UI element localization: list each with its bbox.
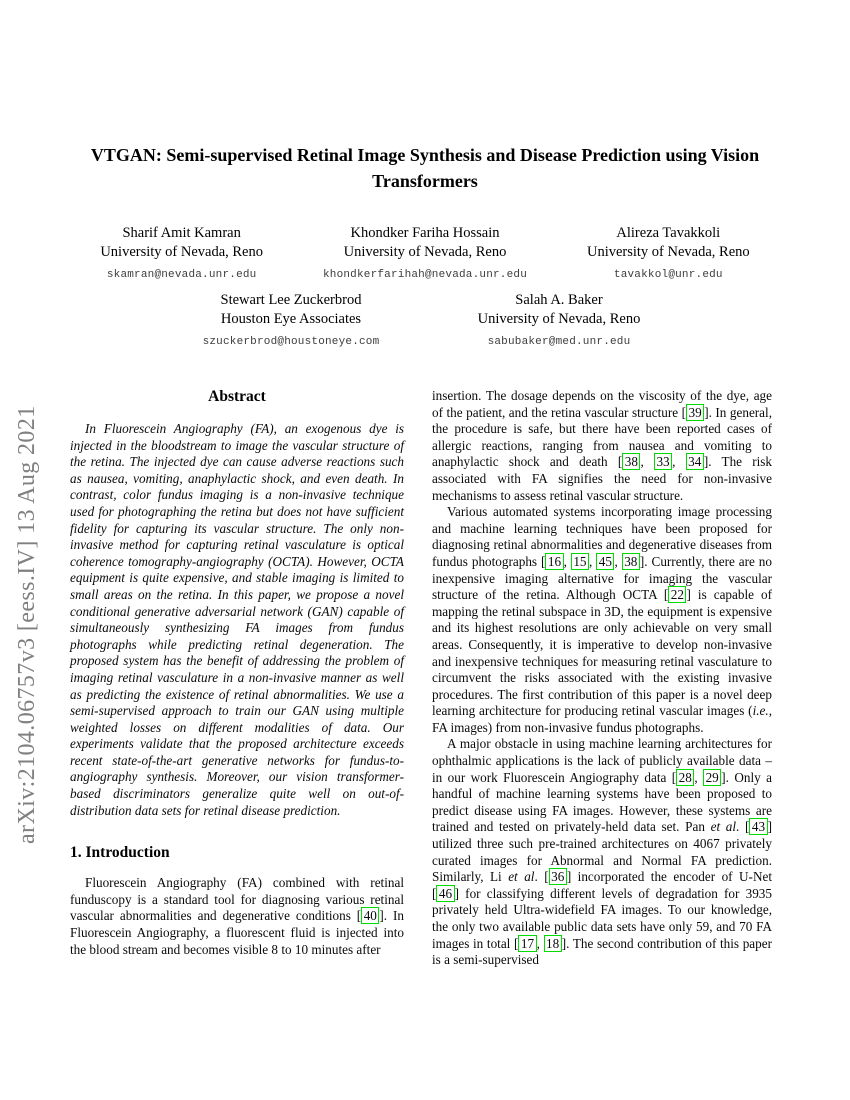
citation-link[interactable]: 46	[436, 885, 454, 902]
body-paragraph-2: Various automated systems incorporating image processing and machine learning techniques have been proposed for diagnosing retinal abnormalities and degenerative diseases from fundus photographs [ 16 , 15 , 45 , 38 ]. Currently, there are no inexpensive imaging alternative for imaging the vascular structure of the retina. Although OCTA [ 22 ] is capable of mapping the retinal subspace in 3D, the equipment is expensive and its highest resolutions are only achievable on very small areas. Consequently, it is imperative to develop non-invasive and inexpensive techniques for measuring retinal vasculature to circumvent the risks associated with the existing invasive procedures. The first contribution of this paper is a novel deep learning architecture for producing retinal vascular images (i.e., FA images) from non-invasive fundus photographs.	[432, 504, 772, 735]
author-email: szuckerbrod@houstoneye.com	[202, 336, 380, 348]
citation-link[interactable]: 38	[622, 553, 640, 570]
abstract-heading: Abstract	[208, 388, 266, 405]
citation-link[interactable]: 16	[545, 553, 563, 570]
citation-link[interactable]: 43	[749, 818, 767, 835]
author-name: Khondker Fariha Hossain	[350, 225, 500, 241]
citation-link[interactable]: 22	[668, 586, 686, 603]
author-block-2	[303, 224, 546, 282]
author-block-5	[425, 291, 693, 349]
section-heading-introduction: 1. Introduction	[70, 844, 170, 862]
citation-link[interactable]: 36	[549, 868, 567, 885]
right-column	[432, 388, 772, 969]
author-email: khondkerfarihah@nevada.unr.edu	[322, 269, 528, 281]
authors-row-2	[70, 291, 780, 349]
arxiv-watermark: arXiv:2104.06757v3 [eess.IV] 13 Aug 2021	[14, 405, 40, 844]
citation-link[interactable]: 17	[518, 935, 536, 952]
author-block-1	[60, 224, 303, 282]
citation-link[interactable]: 40	[361, 907, 379, 924]
citation-link[interactable]: 18	[544, 935, 562, 952]
citation-link[interactable]: 34	[686, 453, 704, 470]
abstract-text: In Fluorescein Angiography (FA), an exogenous dye is injected in the bloodstream to image the vascular structure of the retina. The injected dye can cause adverse reactions such as nausea, vomiting, anaphylactic shock, and even death. In contrast, color fundus imaging is a non-invasive technique used for photographing the retina but does not have sufficient fidelity for capturing its vascular structure. The only non-invasive method for capturing retinal vasculature is optical coherence tomography-angiography (OCTA). However, OCTA equipment is quite expensive, and stable imaging is limited to small areas on the retina. In this paper, we propose a novel conditional generative adversarial network (GAN) capable of simultaneously synthesizing FA images from fundus photographs while predicting retinal degeneration. The proposed system has the benefit of addressing the problem of imaging retinal vasculature in a non-invasive manner as well as predicting the existence of retinal abnormalities. We use a semi-supervised approach to train our GAN using multiple weighted losses on different modalities of data. Our experiments validate that the proposed architecture exceeds recent state-of-the-art generative networks for fundus-to-angiography synthesis. Moreover, our vision transformer-based discriminators generalize quite well on out-of-distribution data sets for retinal disease prediction.	[70, 421, 404, 818]
citation-link[interactable]: 29	[703, 769, 721, 786]
author-block-4	[157, 291, 425, 349]
author-affiliation: Houston Eye Associates	[220, 311, 362, 327]
citation-link[interactable]: 33	[654, 453, 672, 470]
author-name: Salah A. Baker	[515, 292, 603, 308]
body-paragraph-1: insertion. The dosage depends on the viscosity of the dye, age of the patient, and the retina vascular structure [ 39 ]. In general, the procedure is safe, but there have been reported cases of allergic reactions, ranging from nausea and vomiting to anaphylactic shock and death [ 38 , 33 , 34 ]. The risk associated with FA signifies the need for non-invasive mechanisms to assess retinal vascular structure.	[432, 388, 773, 503]
italic-text: et al	[508, 869, 535, 885]
italic-text: i.e.	[752, 703, 769, 719]
citation-link[interactable]: 38	[622, 453, 640, 470]
citation-link[interactable]: 28	[676, 769, 694, 786]
intro-paragraph: Fluorescein Angiography (FA) combined with retinal funduscopy is a standard tool for diagnosing various retinal vascular abnormalities and degenerative conditions [ 40 ]. In Fluorescein Angiography, a fluorescent fluid is injected into the blood stream and becomes visible 8 to 10 minutes after	[70, 875, 404, 957]
author-affiliation: University of Nevada, Reno	[100, 244, 263, 260]
citation-link[interactable]: 15	[571, 553, 589, 570]
citation-link[interactable]: 39	[686, 404, 704, 421]
author-affiliation: University of Nevada, Reno	[343, 244, 507, 260]
italic-text: et al	[710, 819, 737, 835]
author-affiliation: University of Nevada, Reno	[586, 244, 750, 260]
citation-link[interactable]: 45	[596, 553, 614, 570]
author-name: Alireza Tavakkoli	[616, 225, 721, 241]
body-paragraph-3: A major obstacle in using machine learning architectures for ophthalmic applications is the lack of publicly available data – in our work Fluorescein Angiography data [ 28 , 29 ]. Only a handful of machine learning systems have been proposed to predict disease using FA images. However, these systems are trained and tested on privately-held data set. Pan et al. [ 43 ] utilized three such pre-trained architectures on 4067 privately curated images for Abnormal and Normal FA prediction. Similarly, Li et al. [ 36 ] incorporated the encoder of U-Net [ 46 ] for classifying different levels of degradation for 3935 privately held Ultra-widefield FA images. To our knowledge, the only two available public data sets have only 59, and 70 FA images in total [ 17 , 18 ]. The second contribution of this paper is a semi-supervised	[432, 736, 773, 968]
author-name: Sharif Amit Kamran	[122, 225, 241, 241]
author-affiliation: University of Nevada, Reno	[477, 311, 641, 327]
paper-title: VTGAN: Semi-supervised Retinal Image Synthesis and Disease Prediction using Vision Transformers	[90, 145, 760, 191]
author-name: Stewart Lee Zuckerbrod	[220, 292, 362, 308]
author-email: sabubaker@med.unr.edu	[487, 336, 631, 348]
author-email: skamran@nevada.unr.edu	[106, 269, 257, 281]
author-block-3	[547, 224, 790, 282]
author-email: tavakkol@unr.edu	[613, 269, 723, 281]
left-column	[70, 388, 404, 958]
authors-row-1	[60, 224, 790, 282]
